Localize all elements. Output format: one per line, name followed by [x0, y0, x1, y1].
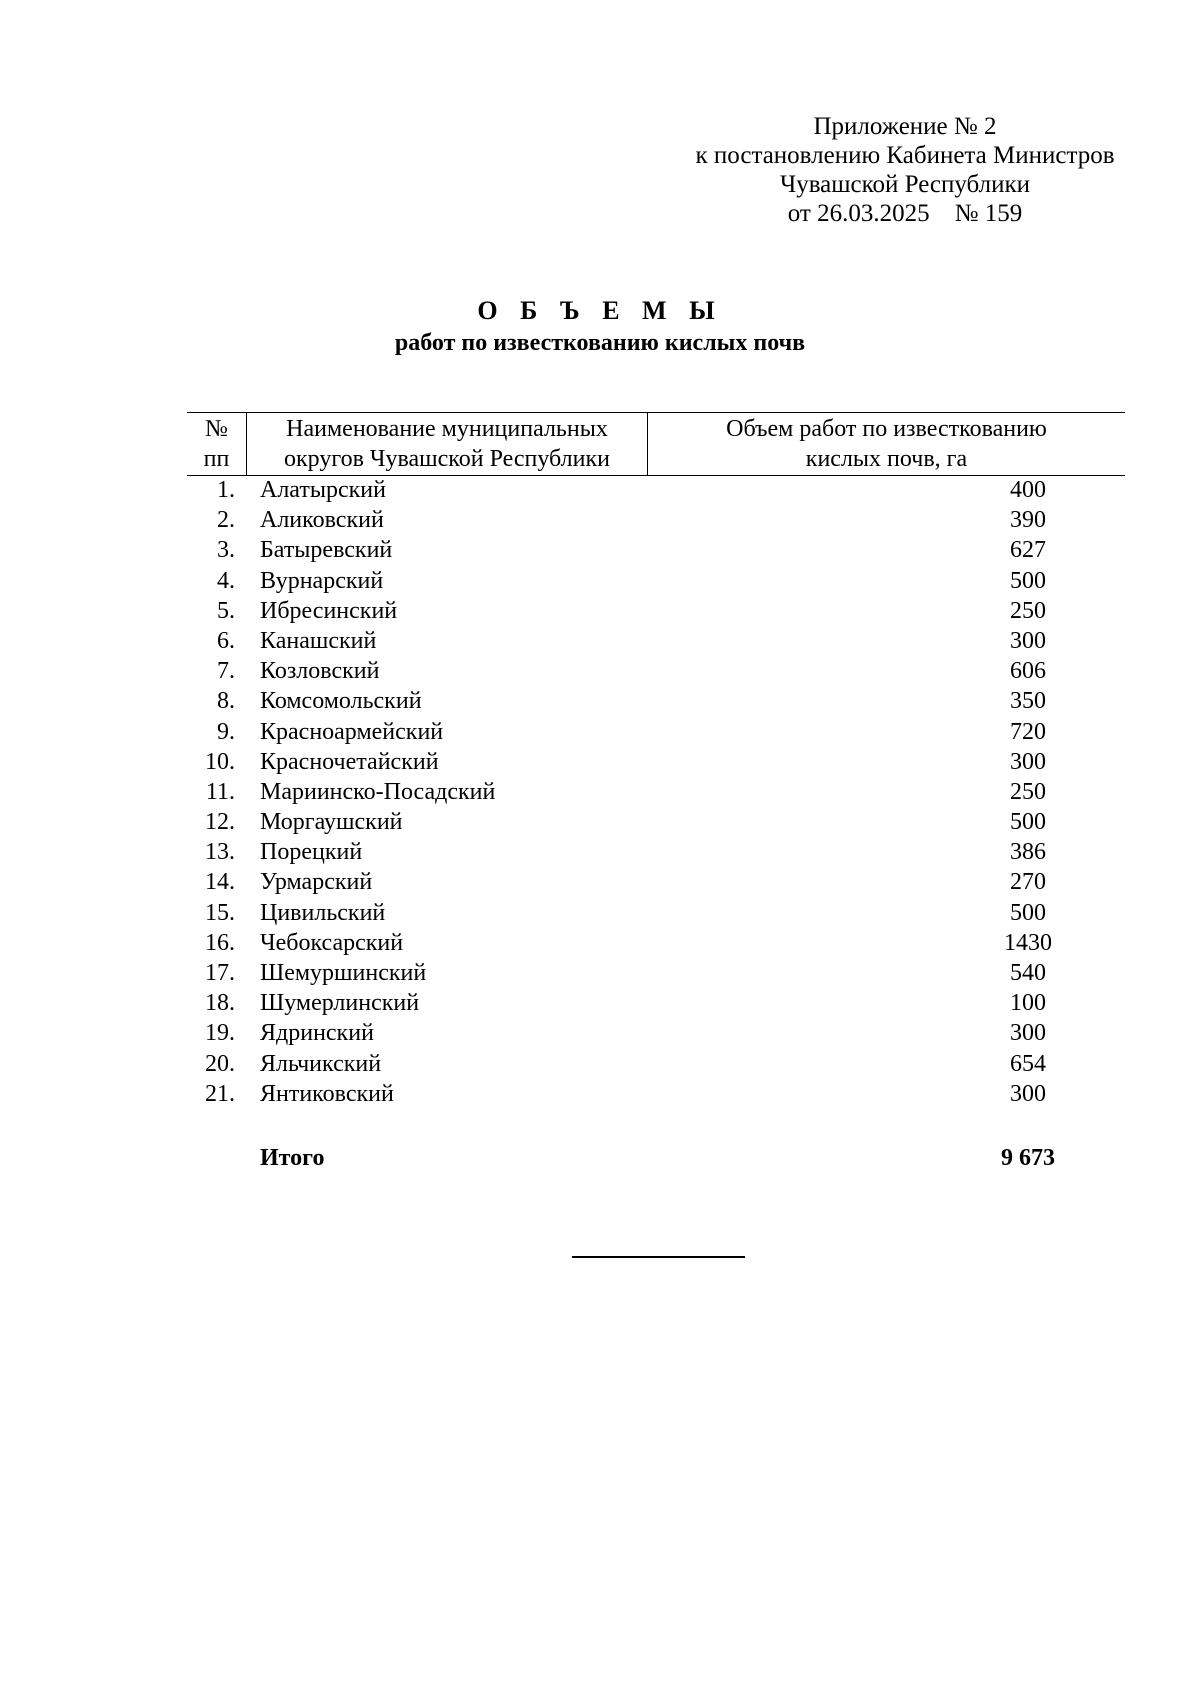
table-row	[187, 867, 1125, 897]
row-number: 20.	[205, 1050, 235, 1077]
work-volume: 300	[1010, 627, 1046, 654]
appendix-line-1: Приложение № 2	[813, 113, 997, 140]
work-volume: 500	[1010, 809, 1046, 836]
row-number: 10.	[205, 748, 235, 775]
table-row	[187, 988, 1125, 1018]
work-volume: 540	[1010, 960, 1046, 986]
row-number: 6.	[217, 627, 235, 654]
total-value: 9 673	[1001, 1145, 1055, 1171]
work-volume: 390	[1010, 507, 1046, 534]
header-volume	[648, 413, 1125, 475]
table-row	[187, 566, 1125, 596]
district-name: Урмарский	[260, 869, 373, 896]
row-number: 7.	[217, 658, 235, 685]
table-row	[187, 1049, 1125, 1079]
district-name: Вурнарский	[260, 567, 384, 594]
table-row	[187, 656, 1125, 686]
header-name-line-2: округов Чувашской Республики	[283, 446, 610, 472]
closing-rule	[572, 1256, 745, 1258]
header-name-line-1: Наименование муниципальных	[286, 416, 608, 442]
header-volume-line-2: кислых почв, га	[805, 446, 968, 472]
table-row	[187, 1079, 1125, 1109]
document-title-block	[0, 295, 1200, 359]
header-volume-line-1: Объем работ по известкованию	[726, 416, 1047, 442]
row-number: 5.	[217, 597, 235, 624]
row-number: 4.	[217, 567, 235, 594]
work-volume: 386	[1010, 839, 1046, 866]
header-district-name	[247, 413, 648, 475]
district-name: Шумерлинский	[260, 990, 420, 1017]
work-volume: 300	[1010, 1020, 1046, 1047]
appendix-line-2: к постановлению Кабинета Министров	[695, 142, 1115, 169]
work-volume: 1430	[1004, 929, 1052, 956]
table-row	[187, 475, 1125, 505]
work-volume: 270	[1010, 869, 1046, 896]
district-name: Мариинско-Посадский	[260, 778, 496, 805]
district-name: Алатырский	[260, 477, 386, 503]
district-name: Аликовский	[260, 507, 384, 534]
work-volume: 300	[1010, 748, 1046, 775]
header-number	[187, 413, 247, 475]
table-row	[187, 958, 1125, 988]
total-label: Итого	[260, 1145, 325, 1171]
row-number: 18.	[205, 990, 235, 1017]
table-header	[187, 412, 1125, 476]
district-name: Ядринский	[260, 1020, 374, 1047]
district-name: Яльчикский	[260, 1050, 382, 1077]
row-number: 13.	[205, 839, 235, 866]
table-row	[187, 928, 1125, 958]
table-row	[187, 596, 1125, 626]
appendix-line-4: от 26.03.2025 № 159	[787, 200, 1023, 227]
row-number: 3.	[217, 537, 235, 564]
table-row	[187, 747, 1125, 777]
district-name: Красночетайский	[260, 748, 439, 775]
work-volume: 500	[1010, 567, 1046, 594]
district-name: Красноармейский	[260, 718, 444, 745]
row-number: 1.	[217, 477, 235, 503]
district-name: Ибресинский	[260, 597, 398, 624]
total-row	[187, 1142, 1125, 1174]
row-number: 14.	[205, 869, 235, 896]
header-number-line-1: №	[205, 416, 228, 442]
table-row	[187, 505, 1125, 535]
row-number: 9.	[217, 718, 235, 745]
work-volume: 654	[1010, 1050, 1046, 1077]
district-name: Козловский	[260, 658, 380, 685]
district-name: Канашский	[260, 627, 377, 654]
work-volume: 300	[1010, 1080, 1046, 1107]
work-volume: 350	[1010, 688, 1046, 715]
row-number: 11.	[205, 778, 235, 805]
district-name: Шемуршинский	[260, 960, 427, 986]
document-title: О Б Ъ Е М Ы	[477, 296, 723, 325]
table-row	[187, 686, 1125, 716]
district-name: Комсомольский	[260, 688, 422, 715]
document-subtitle: работ по известкованию кислых почв	[394, 330, 806, 356]
row-number: 2.	[217, 507, 235, 534]
row-number: 19.	[205, 1020, 235, 1047]
row-number: 21.	[205, 1080, 235, 1107]
district-name: Цивильский	[260, 899, 386, 926]
table-body	[187, 475, 1125, 1109]
district-name: Батыревский	[260, 537, 393, 564]
row-number: 15.	[205, 899, 235, 926]
work-volume: 250	[1010, 597, 1046, 624]
district-name: Моргаушский	[260, 809, 403, 836]
work-volume: 250	[1010, 778, 1046, 805]
row-number: 17.	[205, 960, 235, 986]
appendix-line-3: Чувашской Республики	[779, 171, 1031, 198]
row-number: 8.	[217, 688, 235, 715]
row-number: 12.	[205, 809, 235, 836]
header-number-line-2: пп	[203, 446, 230, 472]
table-row	[187, 717, 1125, 747]
work-volume: 100	[1010, 990, 1046, 1017]
work-volume: 720	[1010, 718, 1046, 745]
table-row	[187, 837, 1125, 867]
table-row	[187, 898, 1125, 928]
appendix-header	[660, 112, 1150, 228]
work-volume: 627	[1010, 537, 1046, 564]
table-row	[187, 807, 1125, 837]
work-volume: 606	[1010, 658, 1046, 685]
district-name: Янтиковский	[260, 1080, 394, 1107]
row-number: 16.	[205, 929, 235, 956]
district-name: Порецкий	[260, 839, 363, 866]
table-row	[187, 1018, 1125, 1048]
table-row	[187, 777, 1125, 807]
table-row	[187, 535, 1125, 565]
table-row	[187, 626, 1125, 656]
work-volume: 400	[1010, 477, 1046, 503]
work-volume: 500	[1010, 899, 1046, 926]
district-name: Чебоксарский	[260, 929, 404, 956]
